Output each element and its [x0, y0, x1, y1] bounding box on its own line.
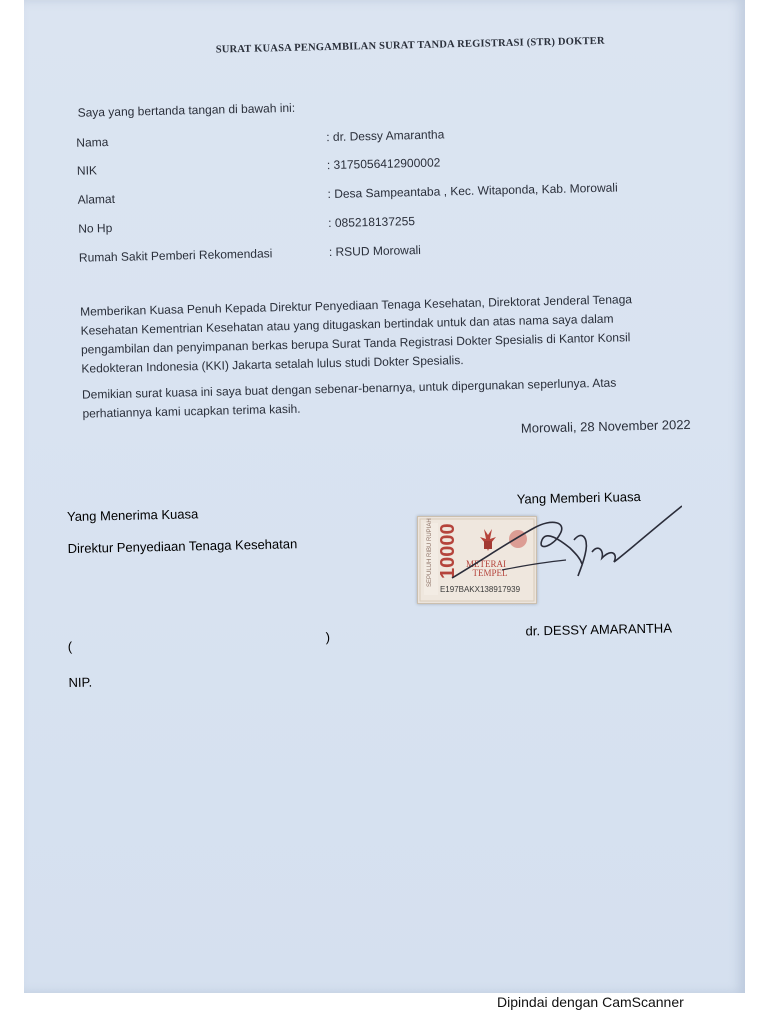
camscanner-footer: Dipindai dengan CamScanner — [497, 994, 684, 1010]
field-value: : 085218137255 — [328, 214, 416, 231]
scanned-paper — [24, 0, 745, 993]
receiver-nip: NIP. — [68, 674, 93, 691]
stamp-text-2: TEMPEL — [472, 568, 508, 578]
field-value: : 3175056412900002 — [326, 155, 441, 173]
receiver-paren-open: ( — [67, 638, 73, 655]
paragraph-penutup: Demikian surat kuasa ini saya buat dengan sebenar-benarnya, untuk dipergunakan seperlunya. Atas perhatiannya kami ucapkan terima kasih. — [81, 375, 617, 421]
field-label: NIK — [76, 163, 98, 178]
receiver-role: Direktur Penyediaan Tenaga Kesehatan — [67, 536, 298, 557]
document-title: SURAT KUASA PENGAMBILAN SURAT TANDA REGISTRASI (STR) DOKTER — [215, 35, 605, 56]
intro-text: Saya yang bertanda tangan di bawah ini: — [77, 100, 296, 120]
stamp-text-1: METERAI — [466, 559, 506, 569]
signature-area — [24, 0, 745, 993]
field-label: No Hp — [78, 220, 113, 236]
handwritten-signature — [439, 500, 682, 600]
paragraph-kuasa: Memberikan Kuasa Penuh Kepada Direktur Penyediaan Tenaga Kesehatan, Direktorat Jenderal Tenaga Kesehatan Kementrian Kesehatan atau yang ditugaskan bertindak untuk dan atas nama saya dalam pengambilan dan penyimpanan berkas berupa Surat Tanda Registrasi Dokter Spesialis di Kantor Konsil Kedokteran Indonesia (KKI) Jakarta setalah lulus studi Dokter Spesialis. — [80, 292, 633, 376]
field-value: : RSUD Morowali — [328, 242, 422, 260]
field-value: : dr. Dessy Amarantha — [326, 127, 445, 145]
field-label: Alamat — [77, 191, 116, 207]
giver-heading: Yang Memberi Kuasa — [516, 489, 641, 507]
stamp-serial: E197BAKX138917939 — [439, 585, 521, 594]
place-date: Morowali, 28 November 2022 — [520, 416, 691, 436]
field-value: : Desa Sampeantaba , Kec. Witaponda, Kab. Morowali — [327, 180, 618, 202]
receiver-heading: Yang Menerima Kuasa — [66, 506, 199, 525]
field-label: Nama — [76, 135, 109, 150]
field-label: Rumah Sakit Pemberi Rekomendasi — [78, 246, 273, 265]
receiver-paren-close: ) — [325, 629, 331, 645]
giver-name: dr. DESSY AMARANTHA — [525, 620, 673, 639]
stamp-value: 10000 — [437, 523, 459, 579]
stamp-side-text: SEPULUH RIBU RUPIAH — [427, 518, 433, 587]
